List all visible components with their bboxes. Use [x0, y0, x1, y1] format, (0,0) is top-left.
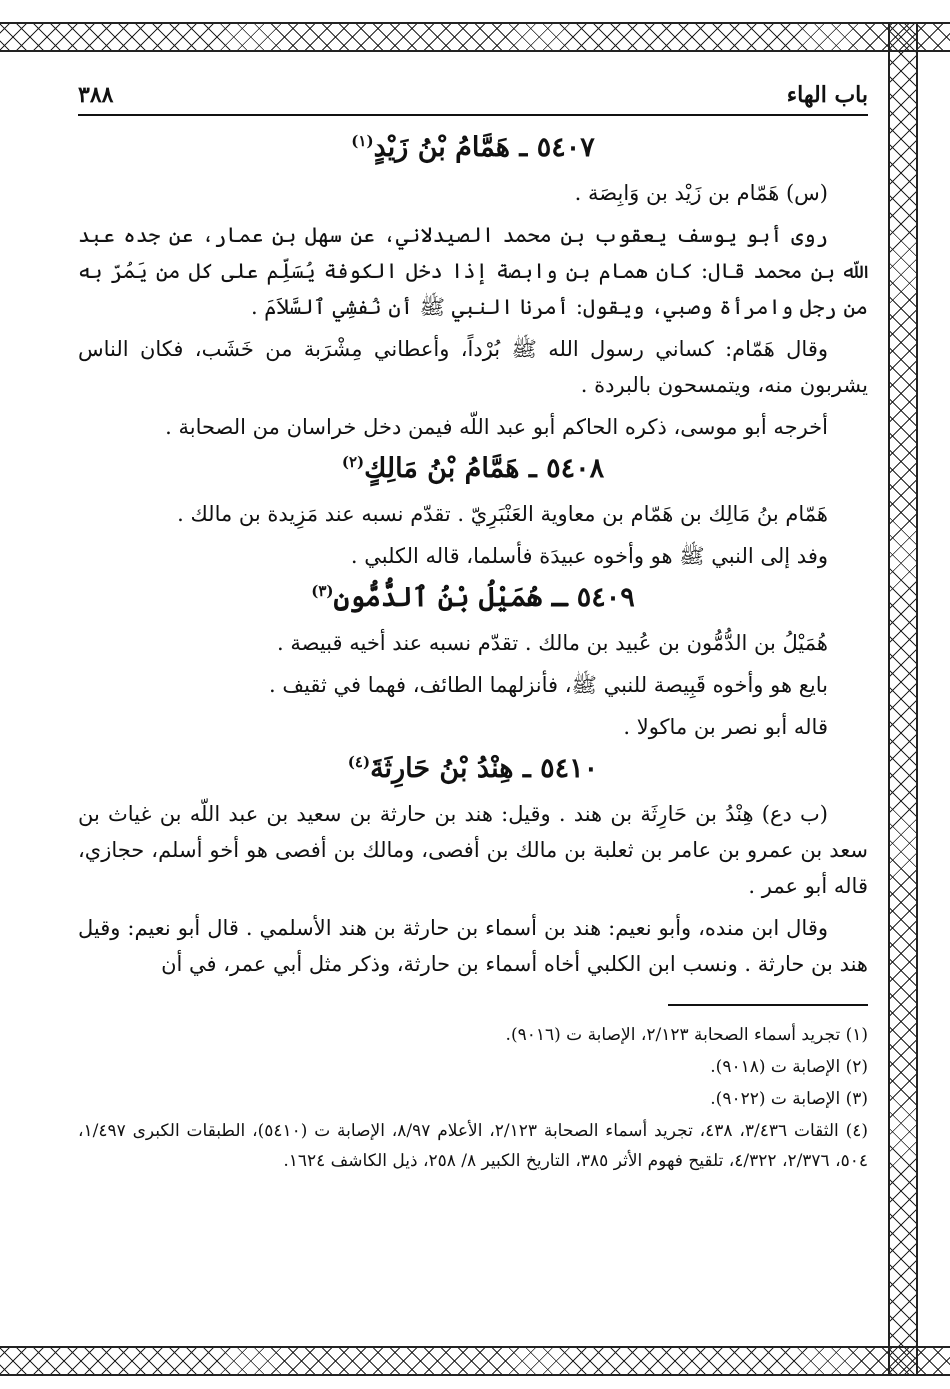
- running-header: [78, 78, 868, 116]
- entry-paragraph: قاله أبو نصر بن ماكولا .: [623, 715, 828, 739]
- entry-paragraph: هُمَيْلُ بن الدُّمُّون بن عُبيد بن مالك . تقدّم نسبه عند أخيه قبيصة .: [277, 631, 828, 655]
- entry-title: ٥٤٠٩ ـ هُمَيْلُ بْنُ ٱلدُّمُّونِ$^{(٣)}$: [311, 582, 635, 613]
- entry-title: ٥٤٠٧ ـ هَمَّامُ بْنُ زَيْدٍ$^{(١)}$: [351, 132, 595, 163]
- entry-paragraph: (ب دع) هِنْدُ بن حَارِثَة بن هند . وقيل: هند بن حارثة بن سعيد بن عبد اللّه بن غياث بن سعد بن عمرو بن عامر بن ثعلبة بن مالك بن أفصى، ومالك بن أفصى هو أخو أسلم، حجازي، قاله أبو عمر .: [78, 802, 868, 898]
- entry-paragraph: هَمّام بنُ مَالِك بن هَمّام بن معاوية العَنْبَرِيّ . تقدّم نسبه عند مَزِيدة بن مالك .: [177, 502, 828, 526]
- entry-paragraph: أخرجه أبو موسى، ذكره الحاكم أبو عبد اللّه فيمن دخل خراسان من الصحابة .: [165, 415, 828, 439]
- footnote: (٣) الإصابة ت (٩٠٢٢).: [710, 1089, 868, 1109]
- footnote-marker: (٣): [311, 582, 334, 600]
- entry-paragraph: وقال ابن منده، وأبو نعيم: هند بن أسماء بن حارثة بن هند الأسلمي . قال أبو نعيم: وقيل هند بن حارثة . ونسب ابن الكلبي أخاه أسماء بن حارثة، وذكر مثل أبي عمر، في أن: [78, 916, 868, 976]
- entry-paragraph: روى أبو يوسف يعقوب بن محمد الصيدلاني، عن سهل بن عمار، عن جده عبد اللّه بن محمد قال: كان همام بن وابصة إذا دخل الكوفة يُسَلِّم على كل من يَمُرّ به من رجل وامرأة وصبي، ويقول: أمرنا النبي ﷺ أن نُفشِي ٱلسَّلاَمَ .: [78, 223, 868, 319]
- entry-paragraph: وفد إلى النبي ﷺ هو وأخوه عبيدَة فأسلما، قاله الكلبي .: [350, 544, 828, 568]
- footnote-marker: (١): [351, 132, 374, 150]
- footnote: (٢) الإصابة ت (٩٠١٨).: [710, 1057, 868, 1077]
- entry-title: ٥٤٠٨ ـ هَمَّامُ بْنُ مَالِكٍ$^{(٢)}$: [341, 453, 605, 484]
- page-content: [78, 78, 868, 1178]
- entry-title: ٥٤١٠ ـ هِنْدُ بْنُ حَارِثَةَ$^{(٤)}$: [347, 753, 599, 784]
- entry-paragraph: وقال هَمّام: كساني رسول الله ﷺ بُرْداً، وأعطاني مِشْرَبة من خَشَب، فكان الناس يشربون منه، ويتمسحون بالبردة .: [78, 337, 868, 397]
- chapter-title: باب الهاء: [786, 82, 868, 108]
- top-ornamental-border: [0, 22, 950, 52]
- footnote-separator: [668, 1004, 868, 1006]
- footnote-marker: (٤): [347, 753, 371, 771]
- bottom-ornamental-border: [0, 1346, 950, 1376]
- entry-paragraph: (س) هَمّام بن زَيْد بن وَابِصَة .: [574, 181, 828, 205]
- entry-paragraph: بايع هو وأخوه قَبِيصة للنبي ﷺ، فأنزلهما الطائف، فهما في ثقيف .: [268, 673, 828, 697]
- right-ornamental-border: [888, 22, 918, 1376]
- footnote: (٤) الثقات ٣/٤٣٦، ٤٣٨، تجريد أسماء الصحابة ٢/١٢٣، الأعلام ٨/٩٧، الإصابة ت (٥٤١٠)، الطبقات الكبرى ١/٤٩٧، ٥٠٤، ٢/٣٧٦، ٤/٣٢٢، تلقيح فهوم الأثر ٣٨٥، التاريخ الكبير ٨/ ٢٥٨، ذيل الكاشف ١٦٢٤.: [78, 1121, 869, 1171]
- footnote-marker: (٢): [341, 453, 365, 471]
- page-number: ٣٨٨: [78, 82, 114, 108]
- footnote: (١) تجريد أسماء الصحابة ٢/١٢٣، الإصابة ت (٩٠١٦).: [505, 1025, 868, 1045]
